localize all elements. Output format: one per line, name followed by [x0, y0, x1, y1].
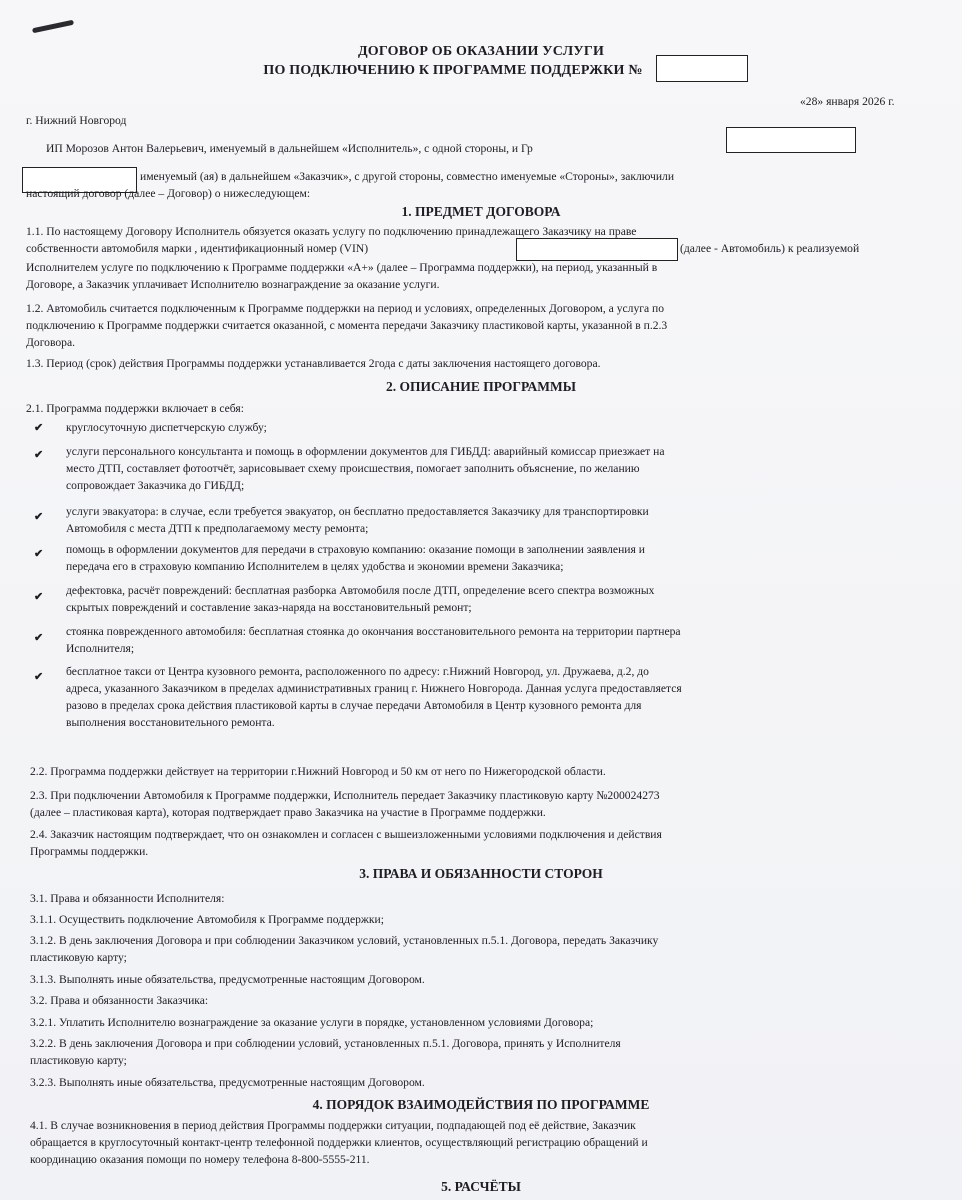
- sec2-intro: 2.1. Программа поддержки включает в себя:: [26, 402, 244, 415]
- sec2-item-line: стоянка поврежденного автомобиля: бесплатная стоянка до окончания восстановительного ремонта на территории партнера: [66, 625, 681, 638]
- sec2-after-line: 2.2. Программа поддержки действует на территории г.Нижний Новгород и 50 км от него по Нижегородской области.: [30, 765, 606, 778]
- sec2-after-line: Программы поддержки.: [30, 845, 149, 858]
- sec4-line: координацию оказания помощи по номеру телефона 8-800-5555-211.: [30, 1153, 370, 1166]
- sec4-line: 4.1. В случае возникновения в период действия Программы поддержки ситуации, подпадающей под её действие, Заказчик: [30, 1119, 636, 1132]
- customer-name-redaction: [726, 127, 856, 153]
- sec2-item-line: выполнения восстановительного ремонта.: [66, 716, 275, 729]
- check-icon: ✔: [34, 548, 44, 560]
- sec3-line: 3.1.3. Выполнять иные обязательства, предусмотренные настоящим Договором.: [30, 973, 425, 986]
- contract-number-redaction: [656, 55, 748, 82]
- sec1-line: 1.3. Период (срок) действия Программы поддержки устанавливается 2года с даты заключения настоящего договора.: [26, 357, 601, 370]
- sec3-line: пластиковую карту;: [30, 951, 127, 964]
- check-icon: ✔: [34, 591, 44, 603]
- sec1-line: собственности автомобиля марки , идентификационный номер (VIN): [26, 242, 369, 255]
- sec3-line: 3.1. Права и обязанности Исполнителя:: [30, 892, 225, 905]
- intro-line-3: настоящий договор (далее – Договор) о нижеследующем:: [26, 187, 311, 200]
- section-3-heading: 3. ПРАВА И ОБЯЗАННОСТИ СТОРОН: [359, 866, 603, 881]
- sec2-item-line: адреса, указанного Заказчиком в пределах административных границ г. Нижнего Новгорода. Данная услуга предоставляется: [66, 682, 682, 695]
- sec1-line: 1.2. Автомобиль считается подключенным к Программе поддержки на период и условиях, определенных Договором, а услуга по: [26, 302, 665, 315]
- sec1-line: (далее - Автомобиль) к реализуемой: [680, 242, 860, 255]
- section-4-heading: 4. ПОРЯДОК ВЗАИМОДЕЙСТВИЯ ПО ПРОГРАММЕ: [312, 1097, 650, 1112]
- sec2-item-line: Исполнителя;: [66, 642, 135, 655]
- sec3-line: 3.2.2. В день заключения Договора и при соблюдении условий, установленных п.5.1. Договора, принять у Исполнителя: [30, 1037, 621, 1050]
- sec3-line: 3.1.1. Осуществить подключение Автомобиля к Программе поддержки;: [30, 913, 384, 926]
- sec2-item-line: круглосуточную диспетчерскую службу;: [66, 421, 267, 434]
- sec2-item-line: скрытых повреждений и составление заказ-наряда на восстановительный ремонт;: [66, 601, 472, 614]
- doc-title-line2: ПО ПОДКЛЮЧЕНИЮ К ПРОГРАММЕ ПОДДЕРЖКИ №: [263, 63, 643, 78]
- sec2-item-line: дефектовка, расчёт повреждений: бесплатная разборка Автомобиля после ДТП, определение всего спектра возможных: [66, 584, 655, 597]
- sec1-line: Договора.: [26, 336, 76, 349]
- sec2-item-line: сопровождает Заказчика до ГИБДД;: [66, 479, 245, 492]
- sec1-line: Договоре, а Заказчик уплачивает Исполнителю вознаграждение за оказание услуги.: [26, 278, 440, 291]
- sec2-item-line: разово в пределах срока действия пластиковой карты в случае передачи Автомобиля в Центр кузовного ремонта для: [66, 699, 642, 712]
- sec2-after-line: 2.3. При подключении Автомобиля к Программе поддержки, Исполнитель передает Заказчику пластиковую карту №200024273: [30, 789, 660, 802]
- doc-title-line1: ДОГОВОР ОБ ОКАЗАНИИ УСЛУГИ: [357, 44, 605, 59]
- sec3-line: 3.2. Права и обязанности Заказчика:: [30, 994, 209, 1007]
- sec2-item-line: услуги эвакуатора: в случае, если требуется эвакуатор, он бесплатно предоставляется Заказчику для транспортировки: [66, 505, 649, 518]
- sec2-after-line: (далее – пластиковая карта), которая подтверждает право Заказчика на участие в Программе поддержки.: [30, 806, 546, 819]
- section-2-heading: 2. ОПИСАНИЕ ПРОГРАММЫ: [386, 379, 576, 394]
- sec4-line: обращается в круглосуточный контакт-центр телефонной поддержки клиентов, осуществляющий регистрацию обращений и: [30, 1136, 648, 1149]
- sec1-line: Исполнителем услуге по подключению к Программе поддержки «А+» (далее – Программа поддержки), на период, указанный в: [26, 261, 658, 274]
- sec1-line: подключению к Программе поддержки считается оказанной, с момента передачи Заказчику пластиковой карты, указанной в п.2.3: [26, 319, 668, 332]
- check-icon: ✔: [34, 671, 44, 683]
- sec2-after-line: 2.4. Заказчик настоящим подтверждает, что он ознакомлен и согласен с вышеизложенными условиями подключения и действия: [30, 828, 662, 841]
- section-5-heading: 5. РАСЧЁТЫ: [441, 1179, 521, 1194]
- check-icon: ✔: [34, 422, 44, 434]
- sec3-line: 3.2.3. Выполнять иные обязательства, предусмотренные настоящим Договором.: [30, 1076, 425, 1089]
- pen-mark: [32, 20, 74, 34]
- sec2-item-line: место ДТП, составляет фотоотчёт, зарисовывает схему происшествия, помогает заполнить объяснение, по желанию: [66, 462, 640, 475]
- sec2-item-line: помощь в оформлении документов для передачи в страховую компанию: оказание помощи в заполнении заявления и: [66, 543, 645, 556]
- doc-date: «28» января 2026 г.: [800, 95, 895, 108]
- intro-line-2: именуемый (ая) в дальнейшем «Заказчик», с другой стороны, совместно именуемые «Стороны», заключили: [140, 170, 675, 183]
- vin-redaction: [516, 238, 678, 261]
- sec3-line: пластиковую карту;: [30, 1054, 127, 1067]
- check-icon: ✔: [34, 449, 44, 461]
- check-icon: ✔: [34, 511, 44, 523]
- sec2-item-line: бесплатное такси от Центра кузовного ремонта, расположенного по адресу: г.Нижний Новгород, ул. Дружаева, д.2, до: [66, 665, 649, 678]
- check-icon: ✔: [34, 632, 44, 644]
- sec1-line: 1.1. По настоящему Договору Исполнитель обязуется оказать услугу по подключению принадлежащего Заказчику на праве: [26, 225, 637, 238]
- section-1-heading: 1. ПРЕДМЕТ ДОГОВОРА: [401, 204, 561, 219]
- sec3-line: 3.1.2. В день заключения Договора и при соблюдении Заказчиком условий, установленных п.5.1. Договора, передать Заказчику: [30, 934, 659, 947]
- intro-line-1: ИП Морозов Антон Валерьевич, именуемый в дальнейшем «Исполнитель», с одной стороны, и Гр: [46, 142, 533, 155]
- sec2-item-line: услуги персонального консультанта и помощь в оформлении документов для ГИБДД: аварийный комиссар приезжает на: [66, 445, 665, 458]
- doc-city: г. Нижний Новгород: [26, 114, 127, 127]
- sec2-item-line: передача его в страховую компанию Исполнителем в целях удобства и экономии времени Заказчика;: [66, 560, 564, 573]
- sec3-line: 3.2.1. Уплатить Исполнителю вознаграждение за оказание услуги в порядке, установленном условиями Договора;: [30, 1016, 594, 1029]
- sec2-item-line: Автомобиля с места ДТП к предполагаемому месту ремонта;: [66, 522, 369, 535]
